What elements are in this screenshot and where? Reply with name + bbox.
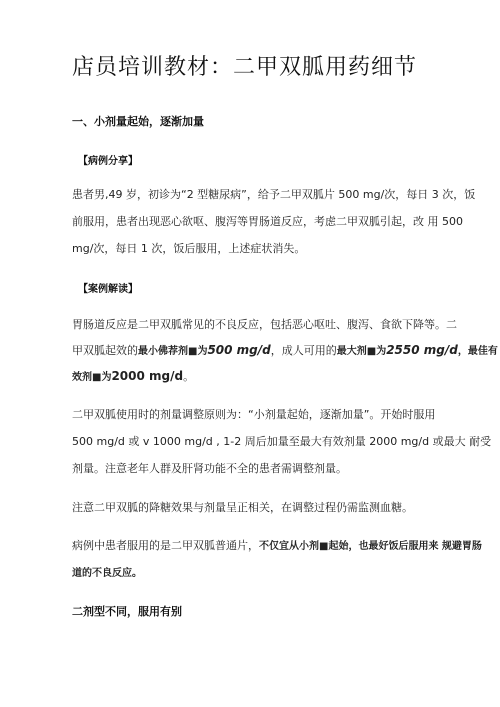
- interpretation-line-2: [72, 342, 498, 358]
- section-heading-1: 一、小剂量起始，逐渐加量: [72, 115, 204, 128]
- dose-value: 500 mg/d: [207, 343, 271, 357]
- bold-text: 最小佛荐剂■为: [138, 346, 208, 357]
- case-line-1: 患者男,49 岁，初诊为“2 型糖尿病”，给予二甲双胍片 500 mg/次，每日 3 次，饭: [72, 188, 476, 201]
- text-span: 甲双胍起效的: [72, 344, 138, 357]
- bold-text: 效剂■为: [72, 372, 112, 383]
- text-span: 。: [183, 370, 195, 383]
- page-title: 店员培训教材：二甲双胍用药细节: [72, 55, 418, 80]
- case-line-3: mg/次，每日 1 次，饭后服用，上述症状消失。: [72, 242, 306, 255]
- dose-principle-line-2: 500 mg/d 或 v 1000 mg/d , 1-2 周后加量至最大有效剂量 2000 mg/d 或最大 耐受: [72, 435, 492, 448]
- bold-text: 不仅宜从小剂■起始，也最好饭后服用来 规避胃肠: [259, 541, 482, 552]
- case-share-tag: 【病例分享】: [78, 156, 138, 167]
- case-conclusion-line-1: [72, 537, 482, 553]
- dose-principle-line-3: 剂量。注意老年人群及肝肾功能不全的患者需调整剂量。: [72, 462, 347, 475]
- interpretation-line-3: [72, 368, 194, 384]
- section-heading-2: 二剂型不同，服用有别: [72, 605, 182, 618]
- dose-value: 2550 mg/d: [386, 343, 458, 357]
- dose-value: 2000 mg/d: [111, 369, 184, 383]
- text-span: 病例中患者服用的是二甲双胍普通片，: [72, 539, 259, 552]
- bold-text: ，最佳有: [457, 346, 498, 357]
- case-line-2: 前服用，患者出现恶心欲呕、腹泻等胃肠道反应，考虑二甲双胍引起，改 用 500: [72, 215, 463, 228]
- dose-principle-line-1: 二甲双胍使用时的剂量调整原则为：“小剂量起始，逐渐加量”。开始时服用: [72, 408, 436, 421]
- interpretation-line-1: 胃肠道反应是二甲双胍常见的不良反应，包括恶心呕吐、腹泻、食欲下降等。二: [72, 318, 457, 331]
- case-interpretation-tag: 【案例解读】: [78, 284, 138, 295]
- text-span: ，成人可用的: [270, 344, 337, 357]
- case-conclusion-line-2: [72, 564, 142, 579]
- bold-text: 道的不良反应。: [72, 568, 142, 579]
- glucose-note: 注意二甲双胍的降糖效果与剂量呈正相关，在调整过程仍需监测血糖。: [72, 501, 413, 514]
- bold-text: 最大剂■为: [336, 346, 387, 357]
